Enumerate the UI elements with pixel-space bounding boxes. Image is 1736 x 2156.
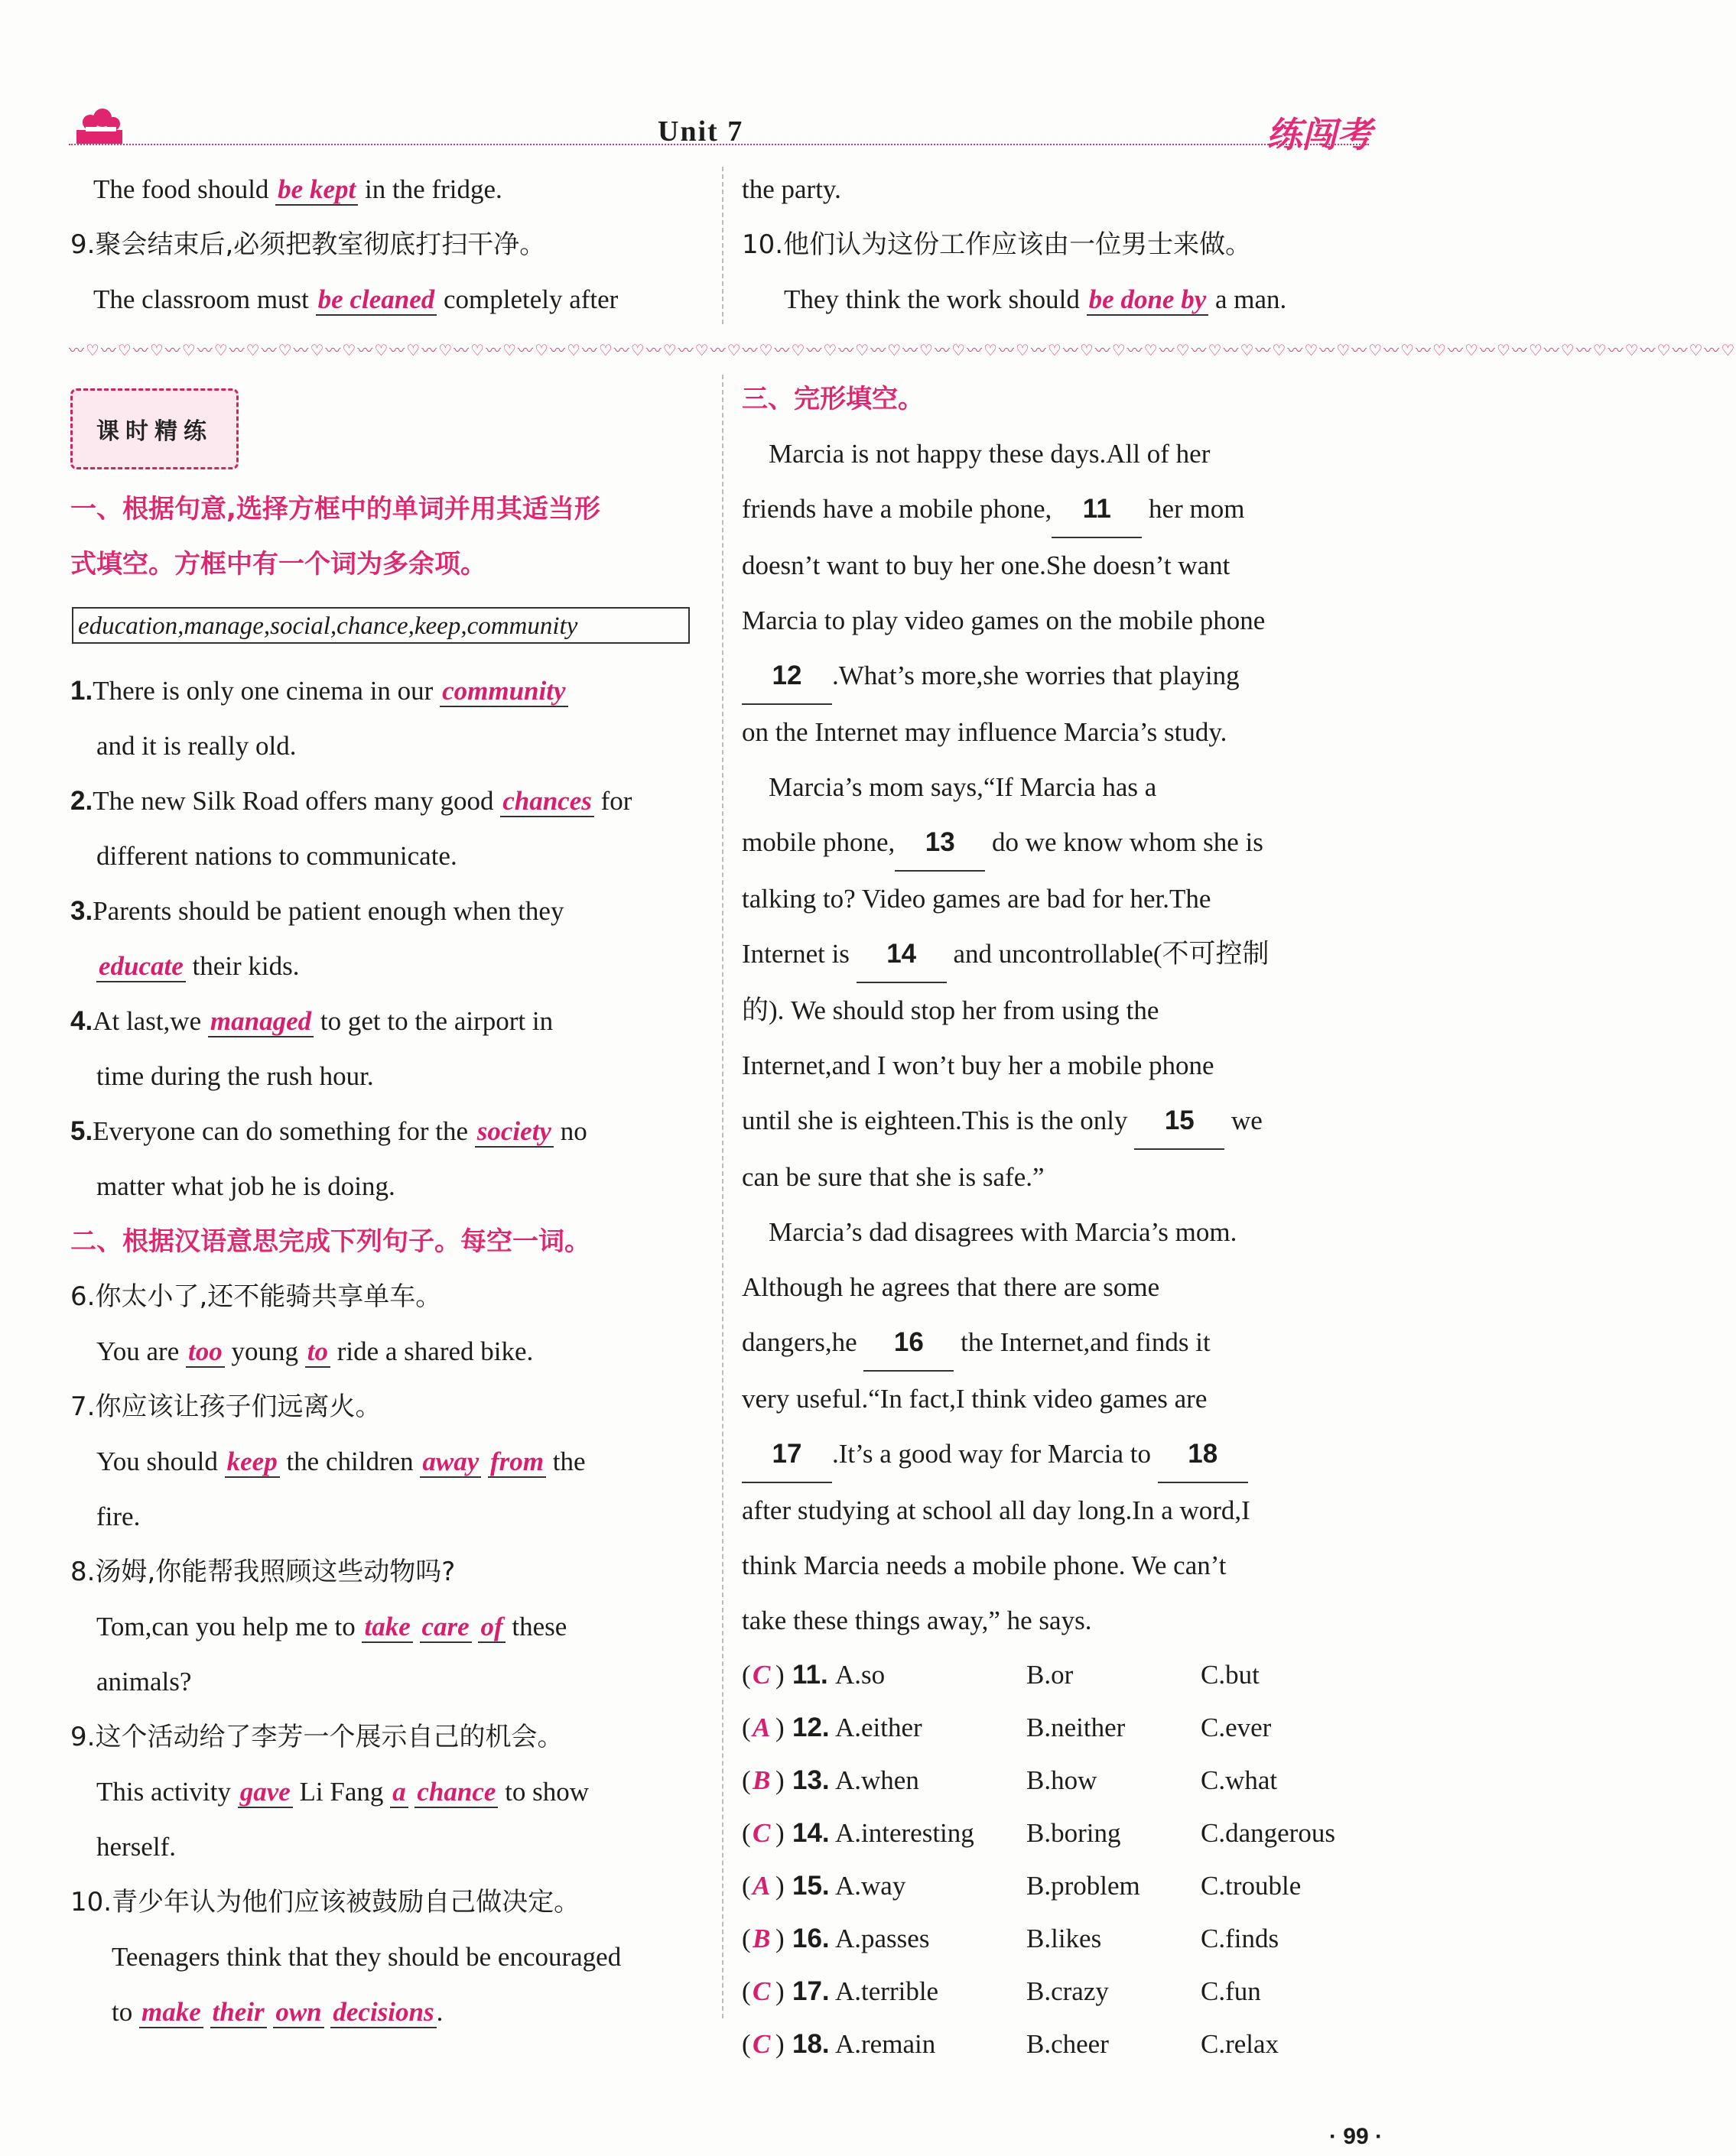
- answer: be cleaned: [316, 284, 437, 316]
- bracket: (: [742, 1713, 751, 1742]
- cloze-blank: 13: [895, 815, 985, 872]
- bracket: ): [775, 1713, 785, 1742]
- answer: be done by: [1087, 284, 1209, 316]
- bracket: ): [775, 1660, 785, 1690]
- option-text: A.way: [835, 1871, 906, 1901]
- list-item: 4.At last,we managed to get to the airport in: [70, 1006, 554, 1036]
- passage-line: Marcia’s dad disagrees with Marcia’s mom.: [742, 1217, 1237, 1247]
- passage-line: take these things away,” he says.: [742, 1606, 1092, 1635]
- bracket: (: [742, 1660, 751, 1690]
- header-divider: [69, 144, 1369, 145]
- column-divider: [722, 167, 723, 324]
- unit-title: Unit 7: [658, 115, 744, 148]
- list-item: 1.There is only one cinema in our community: [70, 664, 705, 719]
- list-item: 3.Parents should be patient enough when they: [70, 896, 564, 926]
- option-text: B.or: [1026, 1660, 1074, 1690]
- top-right-block: the party. 10.他们认为这份工作应该由一位男士来做。 They think the work should be done by a man.: [742, 162, 1377, 327]
- column-divider: [722, 375, 723, 2018]
- cloze-blank: 18: [1158, 1427, 1248, 1483]
- section-title: 三、完形填空。: [742, 384, 924, 414]
- option-text: A.either: [835, 1713, 922, 1742]
- passage-line: 17 .It’s a good way for Marcia to 18: [742, 1427, 1377, 1483]
- word-box: education,manage,social,chance,keep,community: [72, 607, 690, 644]
- answer: society: [475, 1116, 554, 1148]
- option-text: A.so: [835, 1660, 886, 1690]
- passage-line: until she is eighteen.This is the only 15 we: [742, 1093, 1377, 1150]
- section-3: [742, 372, 1377, 2070]
- option-answer: C: [753, 2029, 771, 2059]
- bracket: ): [775, 1976, 785, 2006]
- section-title: 式填空。方框中有一个词为多余项。: [70, 549, 486, 580]
- passage-line: on the Internet may influence Marcia’s study.: [742, 717, 1227, 747]
- option-row: [742, 1648, 1377, 1701]
- bracket: (: [742, 1818, 751, 1848]
- option-text: 12.: [792, 1713, 830, 1742]
- lesson-badge: 课时精练: [70, 388, 239, 469]
- cloze-options: [742, 1648, 1377, 2070]
- option-answer: B: [753, 1924, 771, 1953]
- option-text: C.fun: [1201, 1976, 1261, 2006]
- passage-line: can be sure that she is safe.”: [742, 1162, 1045, 1192]
- option-row: [742, 2018, 1377, 2070]
- option-text: B.neither: [1026, 1713, 1126, 1742]
- option-row: [742, 1701, 1377, 1754]
- section-title: 二、根据汉语意思完成下列句子。每空一词。: [70, 1226, 590, 1257]
- option-text: B.crazy: [1026, 1976, 1109, 2006]
- bracket: (: [742, 1765, 751, 1795]
- passage-line: dangers,he 16 the Internet,and finds it: [742, 1315, 1377, 1372]
- option-row: [742, 1859, 1377, 1912]
- cloze-blank: 15: [1134, 1093, 1224, 1150]
- option-text: A.terrible: [835, 1976, 939, 2006]
- option-text: C.relax: [1201, 2029, 1279, 2059]
- cloze-blank: 11: [1052, 482, 1142, 538]
- brand-logo: 练闯考: [1266, 114, 1372, 155]
- page-number: · 99 ·: [1328, 2124, 1383, 2149]
- option-row: [742, 1754, 1377, 1807]
- passage-line: Marcia’s mom says,“If Marcia has a: [742, 772, 1157, 802]
- cloze-blank: 14: [857, 927, 947, 983]
- option-text: 17.: [792, 1976, 830, 2006]
- option-answer: C: [753, 1818, 771, 1848]
- cloze-passage: [742, 427, 1377, 1648]
- bracket: ): [775, 1924, 785, 1953]
- cloze-blank: 17: [742, 1427, 832, 1483]
- option-text: C.finds: [1201, 1924, 1279, 1953]
- chef-logo-icon: [69, 107, 130, 145]
- option-text: B.cheer: [1026, 2029, 1109, 2059]
- passage-line: 12 .What’s more,she worries that playing: [742, 648, 1377, 705]
- option-text: C.but: [1201, 1660, 1260, 1690]
- passage-line: mobile phone, 13 do we know whom she is: [742, 815, 1377, 872]
- option-row: [742, 1965, 1377, 2018]
- passage-line: Internet,and I won’t buy her a mobile phone: [742, 1050, 1214, 1080]
- passage-line: Although he agrees that there are some: [742, 1272, 1160, 1302]
- option-text: C.what: [1201, 1765, 1278, 1795]
- option-text: 18.: [792, 2029, 830, 2059]
- answer: chances: [500, 786, 594, 817]
- question-zh: 10.他们认为这份工作应该由一位男士来做。: [742, 229, 1252, 260]
- option-text: 13.: [792, 1765, 830, 1795]
- option-text: A.passes: [835, 1924, 930, 1953]
- section-1-items: 1.There is only one cinema in our community and it is really old. 2.The new Silk Road offers many good chances for different nations to communicate. 3.Parents should be patient enough when they educate their kids. 4.At last,we managed to get to the airport in time during the rush hour. 5.Everyone can do something for the society no matter what job he is doing. 二、根据汉语意思完成下列句子。每空一词。 6.你太小了,还不能骑共享单车。 You are too young to ride a shared bike. 7.你应该让孩子们远离火。 You should keep the children away from the fire. 8.汤姆,你能帮我照顾这些动物吗? Tom,can you help me to take care of these animals? 9.这个活动给了李芳一个展示自己的机会。 This activity gave Li Fang a chance to show herself. 10.青少年认为他们应该被鼓励自己做决定。 Teenagers think that they should be encouraged to make their own decisions.: [70, 664, 705, 2040]
- option-text: B.how: [1026, 1765, 1097, 1795]
- bracket: ): [775, 1818, 785, 1848]
- cloze-blank: 12: [742, 648, 832, 705]
- list-item: 5.Everyone can do something for the society no: [70, 1116, 587, 1146]
- option-text: A.interesting: [835, 1818, 974, 1848]
- bracket: ): [775, 1765, 785, 1795]
- passage-line: 的). We should stop her from using the: [742, 995, 1159, 1025]
- passage-line: Marcia is not happy these days.All of her: [742, 439, 1211, 469]
- option-text: A.remain: [835, 2029, 936, 2059]
- section-title: 一、根据句意,选择方框中的单词并用其适当形: [70, 494, 600, 524]
- bracket: (: [742, 1976, 751, 2006]
- decorative-divider: 〰♡〰♡〰♡〰♡〰♡〰♡〰♡〰♡〰♡〰♡〰♡〰♡〰♡〰♡〰♡〰♡〰♡〰♡〰♡〰♡〰♡〰♡〰♡〰♡〰♡〰♡〰♡〰♡〰♡〰♡〰♡〰♡〰♡〰♡〰♡〰♡〰♡〰♡〰♡〰♡〰♡〰♡〰♡〰♡〰♡〰♡〰♡〰♡〰♡〰♡〰♡〰♡: [69, 343, 1736, 359]
- bracket: (: [742, 1924, 751, 1953]
- question-zh: 9.聚会结束后,必须把教室彻底打扫干净。: [70, 229, 546, 260]
- list-item: 2.The new Silk Road offers many good chances for: [70, 786, 632, 816]
- passage-line: Internet is 14 and uncontrollable(不可控制: [742, 927, 1377, 983]
- option-text: A.when: [835, 1765, 919, 1795]
- passage-line: after studying at school all day long.In a word,I: [742, 1495, 1250, 1525]
- answer: educate: [96, 951, 186, 982]
- passage-line: very useful.“In fact,I think video games are: [742, 1384, 1208, 1414]
- answer: be kept: [275, 174, 358, 206]
- answer: community: [440, 676, 567, 707]
- option-text: 11.: [792, 1660, 828, 1690]
- bracket: ): [775, 1871, 785, 1901]
- option-text: C.dangerous: [1201, 1818, 1335, 1848]
- cloze-blank: 16: [863, 1315, 954, 1372]
- option-text: C.trouble: [1201, 1871, 1302, 1901]
- option-answer: B: [753, 1765, 771, 1795]
- option-answer: C: [753, 1660, 771, 1690]
- passage-line: talking to? Video games are bad for her.The: [742, 884, 1211, 914]
- bracket: ): [775, 2029, 785, 2059]
- option-text: 15.: [792, 1871, 830, 1901]
- option-text: C.ever: [1201, 1713, 1272, 1742]
- passage-line: Marcia to play video games on the mobile phone: [742, 606, 1266, 635]
- option-text: B.boring: [1026, 1818, 1121, 1848]
- bracket: (: [742, 1871, 751, 1901]
- option-answer: A: [753, 1713, 771, 1742]
- option-answer: A: [753, 1871, 771, 1901]
- passage-line: doesn’t want to buy her one.She doesn’t want: [742, 550, 1230, 580]
- passage-line: think Marcia needs a mobile phone. We can’t: [742, 1550, 1227, 1580]
- top-left-block: The food should be kept in the fridge. 9.聚会结束后,必须把教室彻底打扫干净。 The classroom must be cleaned completely after: [70, 162, 705, 327]
- option-row: [742, 1912, 1377, 1965]
- option-answer: C: [753, 1976, 771, 2006]
- passage-line: friends have a mobile phone, 11 her mom: [742, 482, 1377, 538]
- option-text: B.likes: [1026, 1924, 1102, 1953]
- bracket: (: [742, 2029, 751, 2059]
- option-row: [742, 1807, 1377, 1859]
- section-1: [70, 482, 705, 592]
- option-text: 14.: [792, 1818, 830, 1848]
- option-text: B.problem: [1026, 1871, 1140, 1901]
- option-text: 16.: [792, 1924, 830, 1953]
- answer: managed: [208, 1006, 314, 1037]
